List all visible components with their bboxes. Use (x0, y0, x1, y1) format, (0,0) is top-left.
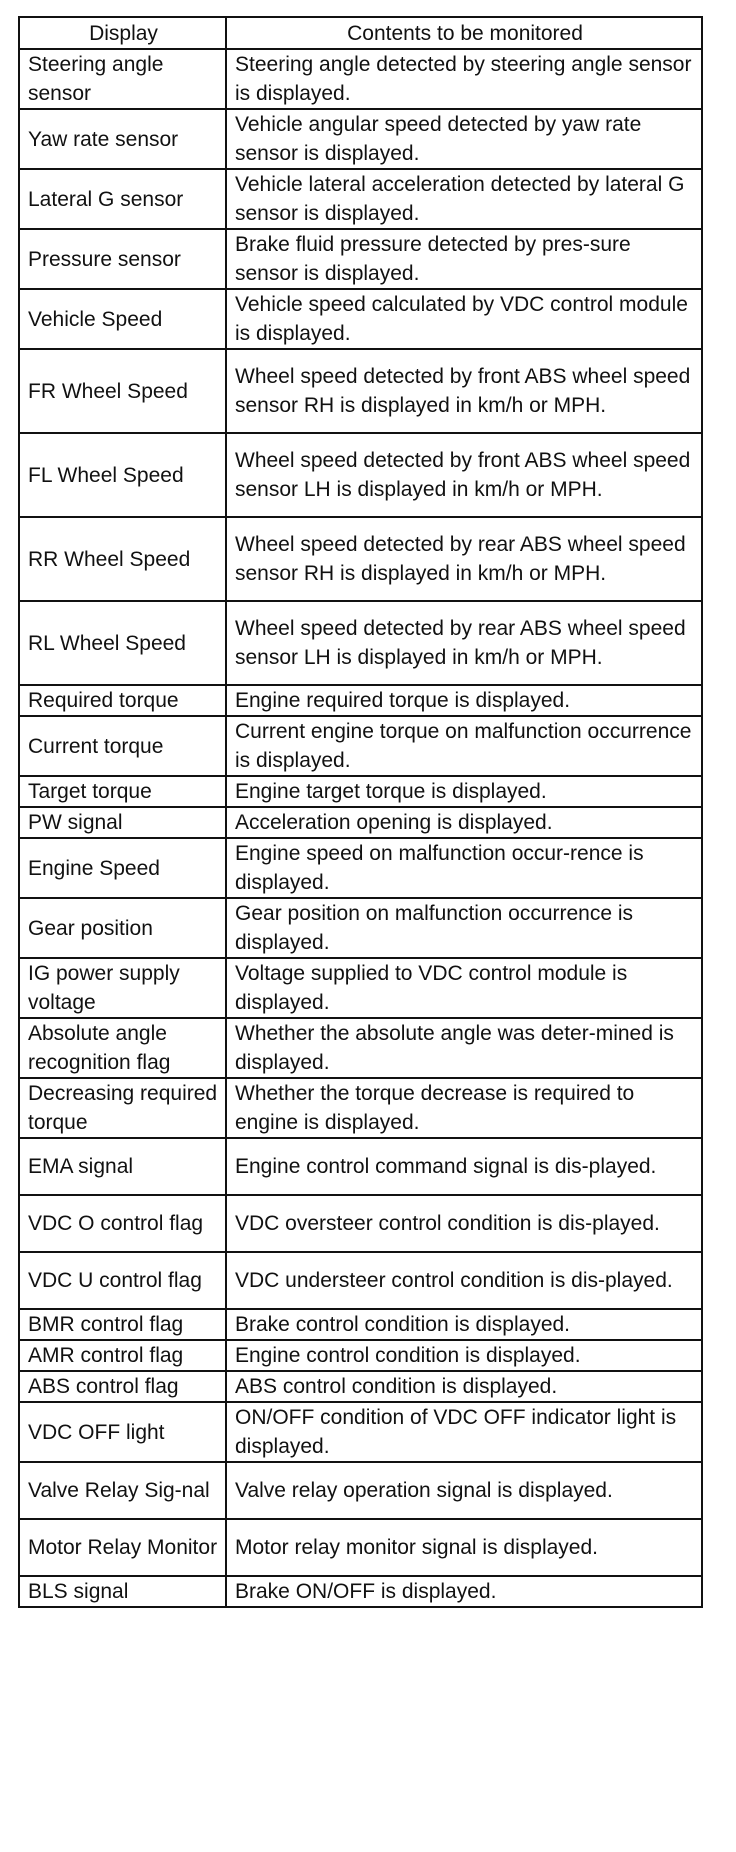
display-cell: BMR control flag (19, 1309, 226, 1340)
contents-cell: Vehicle speed calculated by VDC control module is displayed. (226, 289, 702, 349)
contents-cell: Brake control condition is displayed. (226, 1309, 702, 1340)
display-cell: FR Wheel Speed (19, 349, 226, 433)
contents-cell: Wheel speed detected by front ABS wheel speed sensor RH is displayed in km/h or MPH. (226, 349, 702, 433)
table-row (19, 1340, 702, 1371)
contents-cell: Wheel speed detected by rear ABS wheel speed sensor RH is displayed in km/h or MPH. (226, 517, 702, 601)
contents-cell: Acceleration opening is displayed. (226, 807, 702, 838)
display-cell: Gear position (19, 898, 226, 958)
contents-cell: Engine target torque is displayed. (226, 776, 702, 807)
table-row (19, 898, 702, 958)
table-row (19, 1195, 702, 1252)
table-row (19, 1252, 702, 1309)
display-cell: Decreasing required torque (19, 1078, 226, 1138)
table-row (19, 229, 702, 289)
display-cell: EMA signal (19, 1138, 226, 1195)
contents-cell: Engine control condition is displayed. (226, 1340, 702, 1371)
contents-cell: ON/OFF condition of VDC OFF indicator light is displayed. (226, 1402, 702, 1462)
contents-cell: Engine control command signal is dis-played. (226, 1138, 702, 1195)
contents-cell: Current engine torque on malfunction occurrence is displayed. (226, 716, 702, 776)
display-cell: Vehicle Speed (19, 289, 226, 349)
table-row (19, 169, 702, 229)
contents-cell: VDC understeer control condition is dis-played. (226, 1252, 702, 1309)
display-cell: Required torque (19, 685, 226, 716)
table-row (19, 685, 702, 716)
contents-cell: Whether the absolute angle was deter-mined is displayed. (226, 1018, 702, 1078)
table-row (19, 716, 702, 776)
display-cell: VDC OFF light (19, 1402, 226, 1462)
table-row (19, 349, 702, 433)
contents-cell: Vehicle angular speed detected by yaw rate sensor is displayed. (226, 109, 702, 169)
display-cell: FL Wheel Speed (19, 433, 226, 517)
display-cell: RL Wheel Speed (19, 601, 226, 685)
display-cell: ABS control flag (19, 1371, 226, 1402)
display-cell: RR Wheel Speed (19, 517, 226, 601)
table-header-row (19, 17, 702, 49)
table-row (19, 289, 702, 349)
display-cell: BLS signal (19, 1576, 226, 1607)
contents-cell: Wheel speed detected by rear ABS wheel speed sensor LH is displayed in km/h or MPH. (226, 601, 702, 685)
display-cell: Target torque (19, 776, 226, 807)
table-row (19, 1309, 702, 1340)
table-row (19, 49, 702, 109)
table-row (19, 1138, 702, 1195)
contents-cell: Wheel speed detected by front ABS wheel speed sensor LH is displayed in km/h or MPH. (226, 433, 702, 517)
table-row (19, 433, 702, 517)
contents-cell: Vehicle lateral acceleration detected by lateral G sensor is displayed. (226, 169, 702, 229)
table-row (19, 1018, 702, 1078)
contents-cell: Voltage supplied to VDC control module is displayed. (226, 958, 702, 1018)
display-cell: Valve Relay Sig-nal (19, 1462, 226, 1519)
display-cell: Motor Relay Monitor (19, 1519, 226, 1576)
table-row (19, 1402, 702, 1462)
contents-cell: Steering angle detected by steering angle sensor is displayed. (226, 49, 702, 109)
table-row (19, 1078, 702, 1138)
display-cell: AMR control flag (19, 1340, 226, 1371)
table-row (19, 1576, 702, 1607)
display-cell: VDC U control flag (19, 1252, 226, 1309)
table-row (19, 807, 702, 838)
display-cell: Lateral G sensor (19, 169, 226, 229)
table-row (19, 1462, 702, 1519)
table-row (19, 776, 702, 807)
contents-cell: VDC oversteer control condition is dis-played. (226, 1195, 702, 1252)
display-cell: Absolute angle recognition flag (19, 1018, 226, 1078)
contents-cell: Brake fluid pressure detected by pres-sure sensor is displayed. (226, 229, 702, 289)
display-cell: Current torque (19, 716, 226, 776)
table-row (19, 601, 702, 685)
contents-cell: Gear position on malfunction occurrence is displayed. (226, 898, 702, 958)
table-body (19, 49, 702, 1607)
display-cell: PW signal (19, 807, 226, 838)
table-row (19, 1519, 702, 1576)
monitor-items-table (18, 16, 703, 1608)
table-row (19, 838, 702, 898)
contents-cell: Whether the torque decrease is required to engine is displayed. (226, 1078, 702, 1138)
table-row (19, 1371, 702, 1402)
header-display: Display (19, 17, 226, 49)
table-row (19, 109, 702, 169)
table-row (19, 517, 702, 601)
contents-cell: Brake ON/OFF is displayed. (226, 1576, 702, 1607)
display-cell: Steering angle sensor (19, 49, 226, 109)
display-cell: Engine Speed (19, 838, 226, 898)
header-contents: Contents to be monitored (226, 17, 702, 49)
display-cell: VDC O control flag (19, 1195, 226, 1252)
display-cell: Yaw rate sensor (19, 109, 226, 169)
contents-cell: Engine required torque is displayed. (226, 685, 702, 716)
table-row (19, 958, 702, 1018)
contents-cell: Motor relay monitor signal is displayed. (226, 1519, 702, 1576)
contents-cell: ABS control condition is displayed. (226, 1371, 702, 1402)
contents-cell: Valve relay operation signal is displayed. (226, 1462, 702, 1519)
display-cell: Pressure sensor (19, 229, 226, 289)
display-cell: IG power supply voltage (19, 958, 226, 1018)
contents-cell: Engine speed on malfunction occur-rence is displayed. (226, 838, 702, 898)
